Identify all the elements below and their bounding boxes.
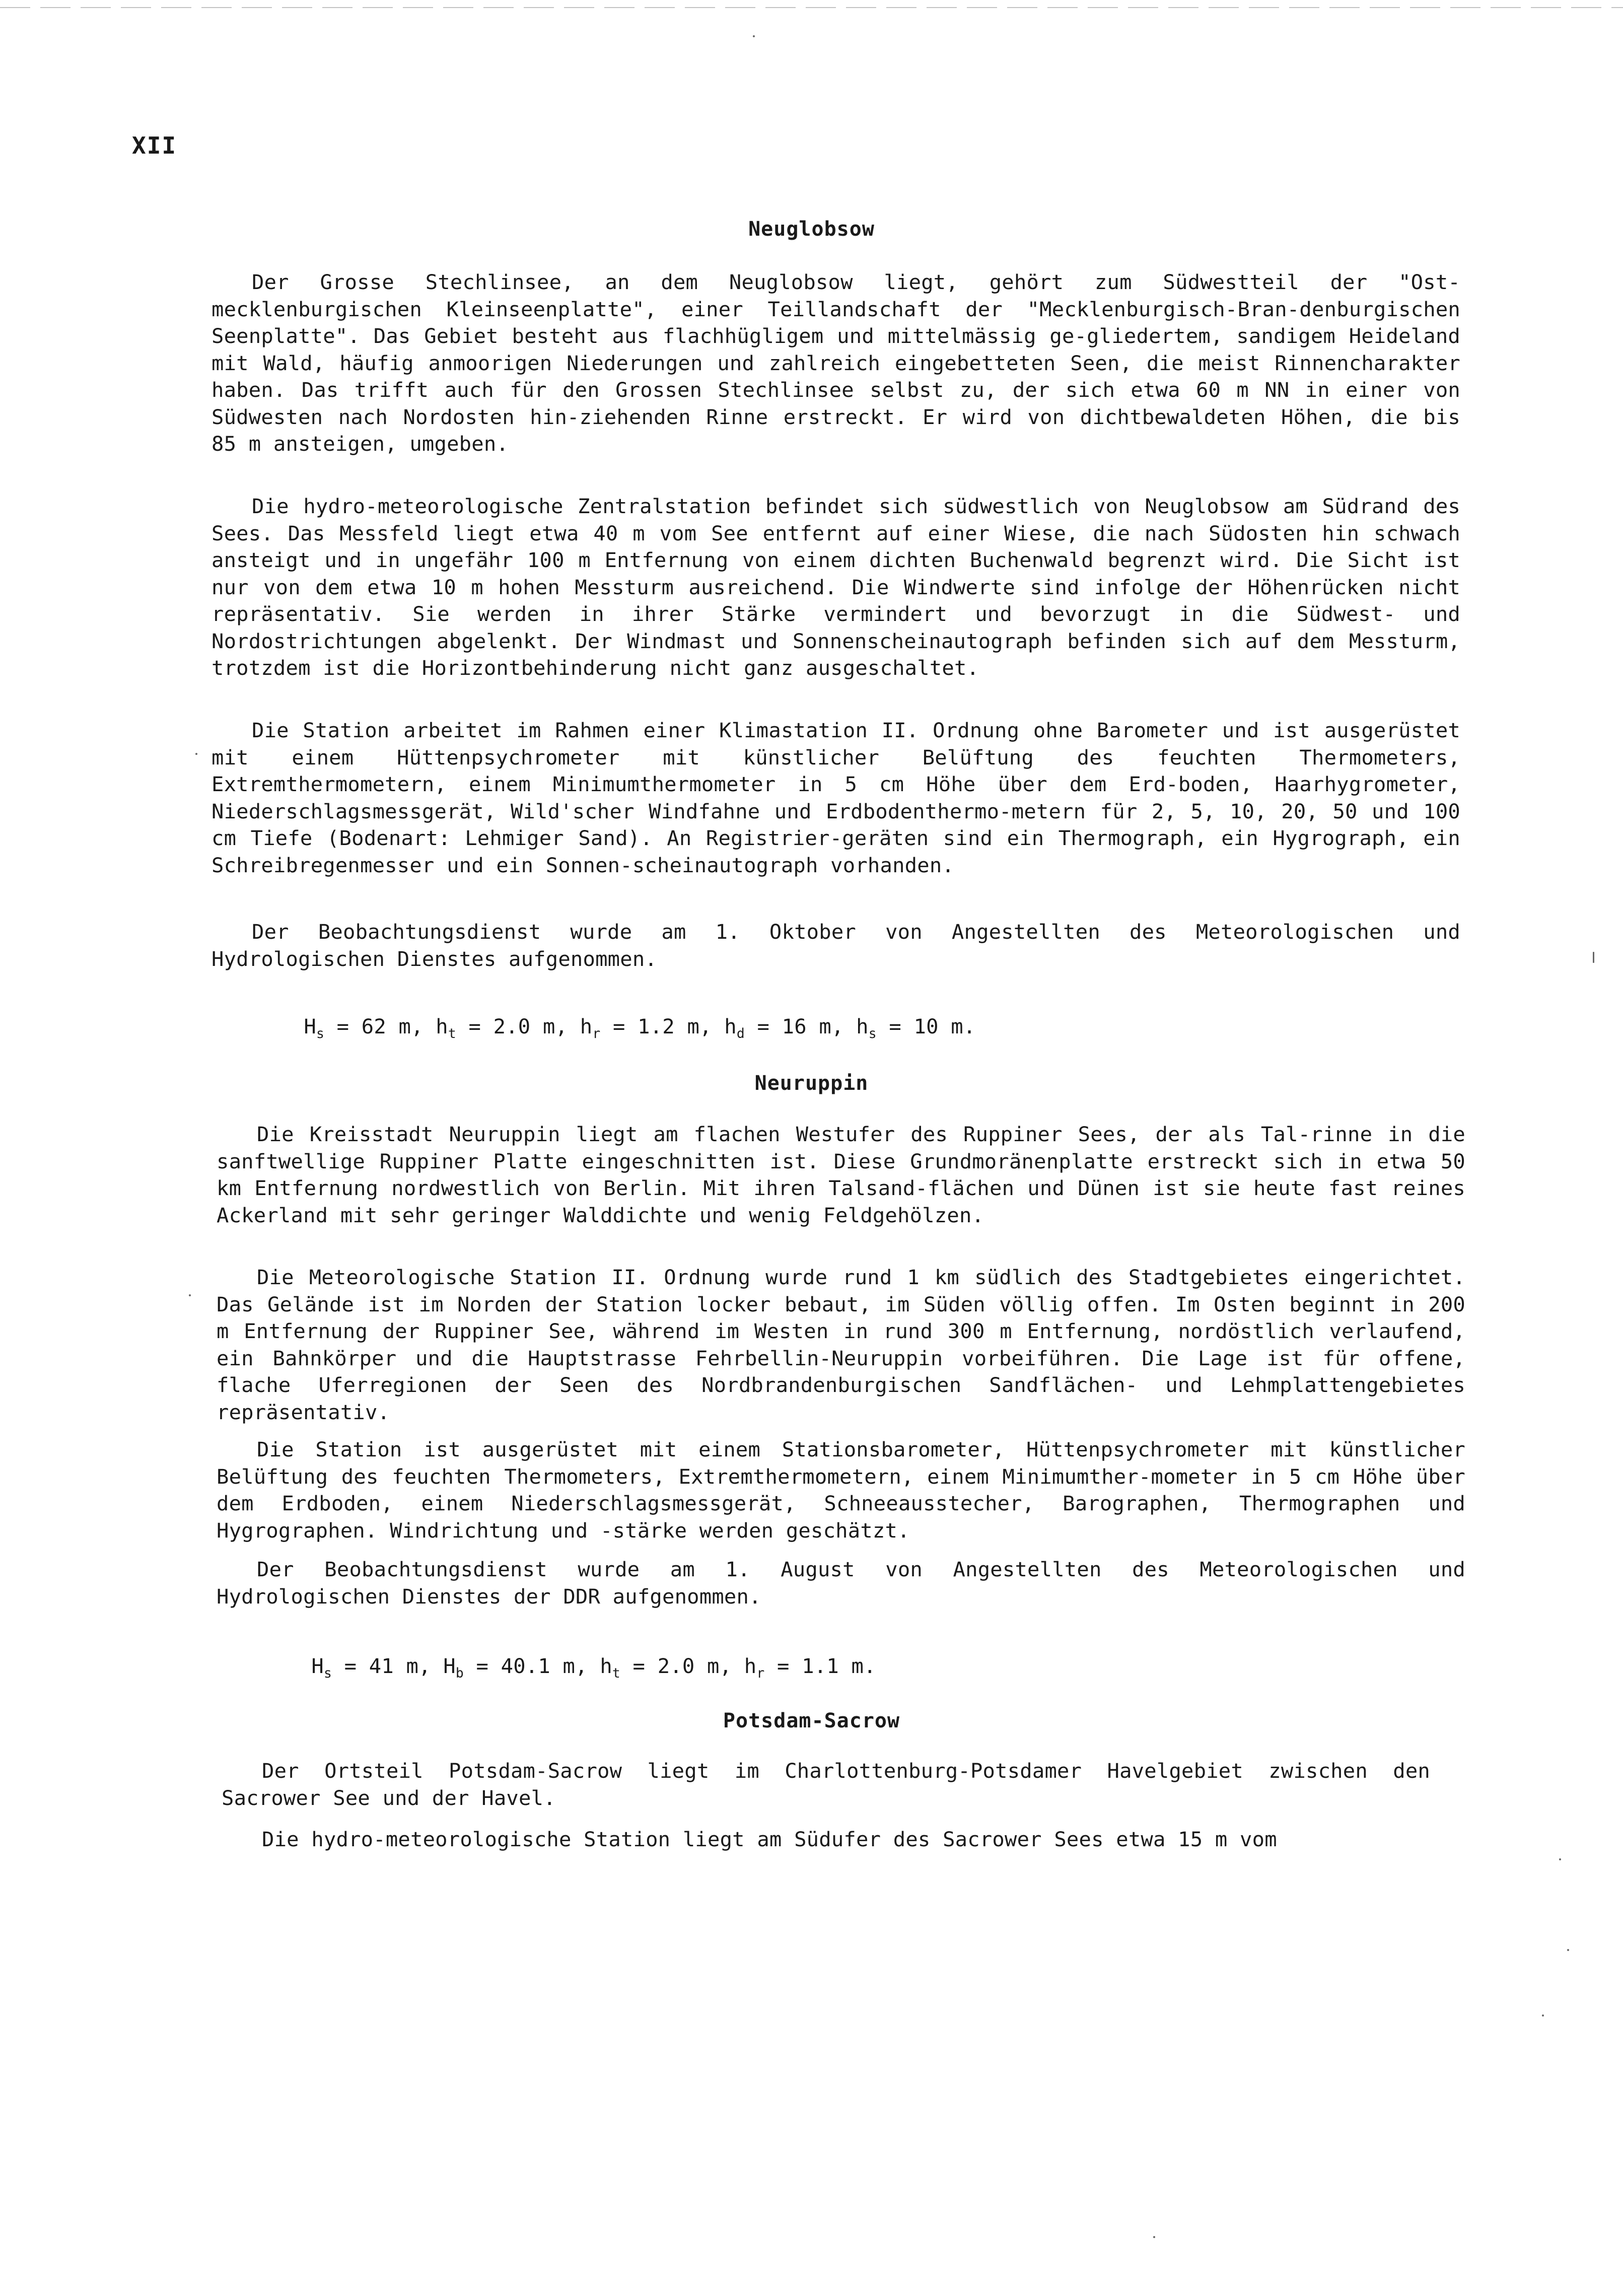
- station-parameters: [254, 986, 975, 1075]
- param: $h_t = 2.0$ m,: [600, 1653, 744, 1681]
- paragraph: Die Station ist ausgerüstet mit einem Stationsbarometer, Hüttenpsychrometer mit künstlicher Belüftung des feuchten Thermometers, Extremthermometern, einem Minimumther-mometer in 5 cm Höhe über dem Erdboden, einem Niederschlagsmessgerät, Schneeausstecher, Barographen, Thermographen und Hygrographen. Windrichtung und -stärke werden geschätzt.: [217, 1437, 1465, 1543]
- param: $H_b = 40.1$ m,: [443, 1653, 600, 1681]
- param: $h_r = 1.1$ m.: [744, 1653, 876, 1681]
- section-title-potsdam-sacrow: Potsdam-Sacrow: [723, 1709, 900, 1732]
- scan-speck: [1542, 2014, 1544, 2016]
- scan-speck: [753, 35, 755, 37]
- paragraph: Der Beobachtungsdienst wurde am 1. August von Angestellten des Meteorologischen und Hydrologischen Dienstes der DDR aufgenommen.: [217, 1557, 1465, 1609]
- paragraph: Der Ortsteil Potsdam-Sacrow liegt im Charlottenburg-Potsdamer Havelgebiet zwischen den Sacrower See und der Havel.: [222, 1759, 1430, 1810]
- param: $H_s = 41$ m,: [311, 1653, 444, 1681]
- scan-speck: [1593, 952, 1594, 963]
- param: $h_r = 1.2$ m,: [580, 1014, 725, 1041]
- paragraph: Der Grosse Stechlinsee, an dem Neuglobsow liegt, gehört zum Südwestteil der "Ost-mecklenburgischen Kleinseenplatte", einer Teillandschaft der "Mecklenburgisch-Bran-denburgischen Seenplatte". Das Gebiet besteht aus flachhügligem und mittelmässig ge-gliedertem, sandigem Heideland mit Wald, häufig anmoorigen Niederungen und zahlreich eingebetteten Seen, die meist Rinnencharakter haben. Das trifft auch für den Grossen Stechlinsee selbst zu, der sich etwa 60 m NN in einer von Südwesten nach Nordosten hin-ziehenden Rinne erstreckt. Er wird von dichtbewaldeten Höhen, die bis 85 m ansteigen, umgeben.: [211, 270, 1460, 456]
- scan-speck: [195, 753, 197, 755]
- paragraph: Der Beobachtungsdienst wurde am 1. Oktober von Angestellten des Meteorologischen und Hydrologischen Dienstes aufgenommen.: [211, 920, 1460, 971]
- param: $H_s = 62$ m,: [304, 1014, 436, 1041]
- top-edge-rule: [0, 7, 1623, 8]
- page-number: XII: [132, 132, 177, 159]
- paragraph: Die Meteorologische Station II. Ordnung wurde rund 1 km südlich des Stadtgebietes eingerichtet. Das Gelände ist im Norden der Station locker bebaut, im Süden völlig offen. Im Osten beginnt in 200 m Entfernung der Ruppiner See, während im Westen in rund 300 m Entfernung, nordöstlich verlaufend, ein Bahnkörper und die Hauptstrasse Fehrbellin-Neuruppin vorbeiführen. Die Lage ist für offene, flache Uferregionen der Seen des Nordbrandenburgischen Sandflächen- und Lehmplattengebietes repräsentativ.: [217, 1265, 1465, 1424]
- section-title-neuglobsow: Neuglobsow: [748, 218, 875, 241]
- scan-speck: [1567, 1949, 1569, 1951]
- station-parameters: [262, 1626, 876, 1714]
- paragraph: Die hydro-meteorologische Station liegt am Südufer des Sacrower Sees etwa 15 m vom: [262, 1827, 1277, 1851]
- paragraph: Die hydro-meteorologische Zentralstation befindet sich südwestlich von Neuglobsow am Südrand des Sees. Das Messfeld liegt etwa 40 m vom See entfernt auf einer Wiese, die nach Südosten hin schwach ansteigt und in ungefähr 100 m Entfernung von einem dichten Buchenwald begrenzt wird. Die Sicht ist nur von dem etwa 10 m hohen Messturm ausreichend. Die Windwerte sind infolge der Höhenrücken nicht repräsentativ. Sie werden in ihrer Stärke vermindert und bevorzugt in die Südwest- und Nordostrichtungen abgelenkt. Der Windmast und Sonnenscheinautograph befinden sich auf dem Messturm, trotzdem ist die Horizontbehinderung nicht ganz ausgeschaltet.: [211, 494, 1460, 680]
- param: $h_s = 10$ m.: [856, 1014, 976, 1041]
- scan-speck: [1559, 1858, 1561, 1860]
- param: $h_t = 2.0$ m,: [436, 1014, 580, 1041]
- section-title-neuruppin: Neuruppin: [754, 1072, 869, 1095]
- scan-speck: [189, 1294, 191, 1296]
- paragraph: Die Station arbeitet im Rahmen einer Klimastation II. Ordnung ohne Barometer und ist ausgerüstet mit einem Hüttenpsychrometer mit künstlicher Belüftung des feuchten Thermometers, Extremthermometern, einem Minimumthermometer in 5 cm Höhe über dem Erd-boden, Haarhygrometer, Niederschlagsmessgerät, Wild'scher Windfahne und Erdbodenthermo-metern für 2, 5, 10, 20, 50 und 100 cm Tiefe (Bodenart: Lehmiger Sand). An Registrier-geräten sind ein Thermograph, ein Hygrograph, ein Schreibregenmesser und ein Sonnen-scheinautograph vorhanden.: [211, 718, 1460, 877]
- paragraph: Die Kreisstadt Neuruppin liegt am flachen Westufer des Ruppiner Sees, der als Tal-rinne in die sanftwellige Ruppiner Platte eingeschnitten ist. Diese Grundmoränenplatte erstreckt sich in etwa 50 km Entfernung nordwestlich von Berlin. Mit ihren Talsand-flächen und Dünen ist sie heute fast reines Ackerland mit sehr geringer Walddichte und wenig Feldgehölzen.: [217, 1122, 1465, 1227]
- param: $h_d = 16$ m,: [724, 1014, 857, 1041]
- scan-speck: [1153, 2236, 1155, 2238]
